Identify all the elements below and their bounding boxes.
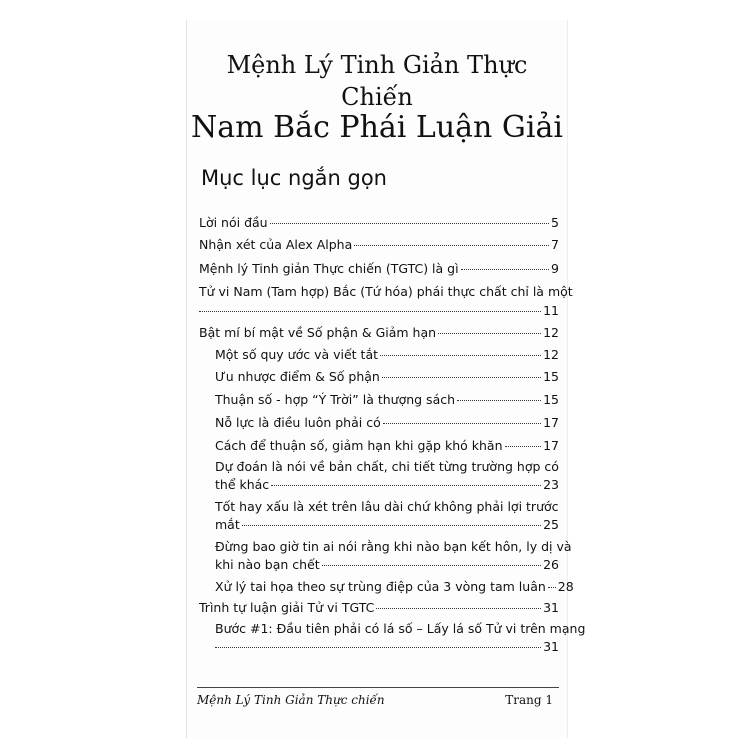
dot-leader (215, 647, 541, 648)
toc-entry-page: 31 (543, 639, 559, 654)
dot-leader (354, 245, 549, 246)
dot-leader (242, 525, 541, 526)
toc-entry-page: 12 (543, 347, 559, 362)
toc-entry-quy-uoc[interactable] (215, 344, 559, 366)
toc-entry-page: 15 (543, 392, 559, 407)
toc-entry-tu-vi[interactable] (199, 300, 559, 322)
toc-entry-page: 17 (543, 438, 559, 453)
toc-entry-text: khi nào bạn chết (215, 557, 320, 572)
toc-entry-page: 12 (543, 325, 559, 340)
footer-book-name: Mệnh Lý Tinh Giản Thực chiến (197, 693, 385, 707)
footer-page-number: Trang 1 (505, 693, 553, 707)
toc-entry-du-doan[interactable] (215, 474, 559, 496)
toc-heading: Mục lục ngắn gọn (201, 166, 387, 190)
toc-entry-bat-mi[interactable] (199, 322, 559, 344)
toc-entry-text: mắt (215, 517, 240, 532)
toc-entry-dung-bao-gio[interactable] (215, 554, 559, 576)
book-subtitle: Nam Bắc Phái Luận Giải (191, 110, 563, 145)
dot-leader (322, 565, 541, 566)
book-title (187, 49, 567, 113)
toc-entry-page: 5 (551, 215, 559, 230)
toc-entry-page: 28 (557, 579, 574, 594)
dot-leader (383, 423, 541, 424)
dot-leader (376, 608, 541, 609)
toc-entry-text: Ưu nhược điểm & Số phận (215, 369, 380, 384)
dot-leader (505, 446, 542, 447)
toc-entry-page: 26 (543, 557, 559, 572)
footer-divider (197, 687, 559, 688)
toc-entry-dung-bao-gio-line1[interactable]: Đừng bao giờ tin ai nói rằng khi nào bạn kết hôn, ly dị và (215, 539, 572, 554)
toc-entry-buoc-1-line1[interactable]: Bước #1: Đầu tiên phải có lá số – Lấy lá số Tử vi trên mạng (215, 621, 586, 636)
dot-leader (438, 333, 541, 334)
toc-entry-uu-nhuoc[interactable] (215, 366, 559, 388)
toc-entry-text: Lời nói đầu (199, 215, 268, 230)
toc-entry-text: Trình tự luận giải Tử vi TGTC (199, 600, 375, 615)
toc-entry-buoc-1[interactable] (215, 636, 559, 658)
toc-entry-menh-ly[interactable] (199, 258, 559, 280)
toc-entry-trinh-tu[interactable] (199, 597, 559, 619)
dot-leader (270, 223, 549, 224)
toc-entry-page: 17 (543, 415, 559, 430)
toc-entry-text: Một số quy ước và viết tắt (215, 347, 379, 362)
toc-entry-nhan-xet[interactable] (199, 234, 559, 256)
dot-leader (457, 400, 541, 401)
toc-entry-page: 7 (551, 237, 559, 252)
toc-entry-text: Mệnh lý Tinh giản Thực chiến (TGTC) là gì (199, 261, 459, 276)
dot-leader (461, 269, 549, 270)
dot-leader (382, 377, 541, 378)
title-line-1: Mệnh Lý Tinh Giản Thực (226, 51, 528, 79)
toc-entry-page: 11 (543, 303, 559, 318)
dot-leader (548, 587, 556, 588)
toc-entry-cach-de[interactable] (215, 435, 559, 457)
toc-entry-page: 15 (543, 369, 559, 384)
toc-entry-page: 23 (543, 477, 559, 492)
title-line-2: Chiến (341, 83, 413, 111)
toc-entry-no-luc[interactable] (215, 412, 559, 434)
toc-entry-text: Cách để thuận số, giảm hạn khi gặp khó khăn (215, 438, 503, 453)
toc-entry-text: Thuận số - hợp “Ý Trời” là thượng sách (215, 392, 456, 407)
toc-entry-page: 9 (551, 261, 559, 276)
toc-entry-thuan-so[interactable] (215, 389, 559, 411)
toc-entry-du-doan-line1[interactable]: Dự đoán là nói về bản chất, chi tiết từng trường hợp có (215, 459, 559, 474)
toc-entry-text: Nỗ lực là điều luôn phải có (215, 415, 381, 430)
toc-entry-page: 25 (543, 517, 559, 532)
dot-leader (271, 485, 541, 486)
dot-leader (199, 311, 541, 312)
toc-entry-text: Bật mí bí mật về Số phận & Giảm hạn (199, 325, 437, 340)
toc-entry-tot-hay-xau[interactable] (215, 514, 559, 536)
toc-entry-page: 31 (543, 600, 559, 615)
toc-entry-text: Xử lý tai họa theo sự trùng điệp của 3 vòng tam luân (215, 579, 546, 594)
dot-leader (380, 355, 541, 356)
toc-entry-tu-vi-line1[interactable]: Tử vi Nam (Tam hợp) Bắc (Tứ hóa) phái thực chất chỉ là một (199, 284, 573, 299)
toc-entry-xu-ly[interactable] (215, 576, 574, 598)
toc-entry-text: Nhận xét của Alex Alpha (199, 237, 353, 252)
toc-entry-text: thể khác (215, 477, 270, 492)
toc-entry-loi-noi-dau[interactable] (199, 212, 559, 234)
toc-entry-tot-hay-xau-line1[interactable]: Tốt hay xấu là xét trên lâu dài chứ không phải lợi trước (215, 499, 559, 514)
book-page (186, 20, 586, 738)
